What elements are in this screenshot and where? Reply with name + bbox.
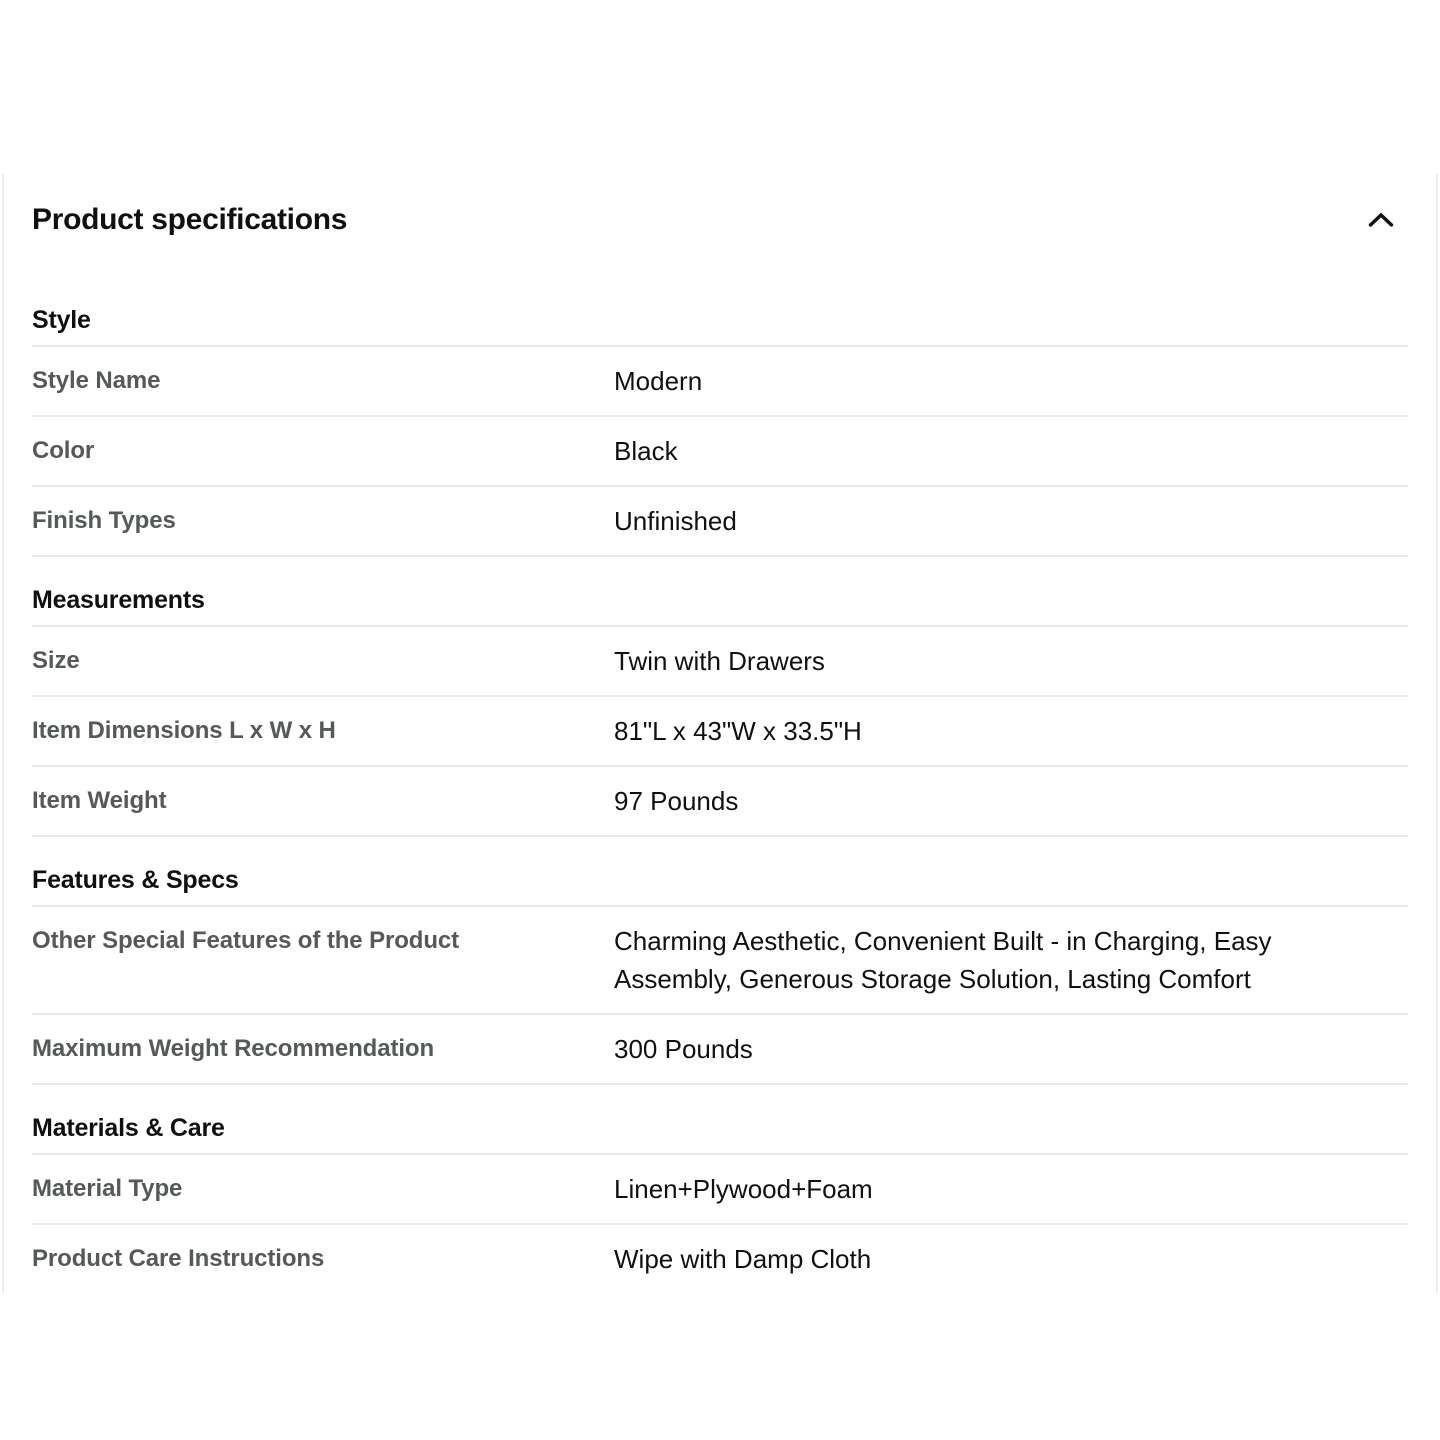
spec-row-item-dimensions xyxy=(32,697,1408,767)
spec-row-color xyxy=(32,417,1408,487)
spec-row-finish-types xyxy=(32,487,1408,557)
spec-value: Wipe with Damp Cloth xyxy=(614,1244,872,1274)
spec-value: 300 Pounds xyxy=(614,1034,753,1064)
spec-label: Material Type xyxy=(32,1175,183,1202)
section-header-materials-care: Materials & Care xyxy=(32,1085,1408,1155)
spec-row-max-weight-recommendation xyxy=(32,1015,1408,1085)
spec-value: 97 Pounds xyxy=(614,786,739,816)
spec-value: 81"L x 43"W x 33.5"H xyxy=(614,716,862,746)
spec-table xyxy=(4,277,1436,1293)
spec-row-other-special-features xyxy=(32,907,1408,1015)
chevron-up-icon-svg xyxy=(1368,212,1394,228)
spec-label: Product Care Instructions xyxy=(32,1245,325,1272)
spec-row-style-name xyxy=(32,347,1408,417)
spec-row-size xyxy=(32,627,1408,697)
panel-title: Product specifications xyxy=(32,203,348,236)
spec-value: Black xyxy=(614,436,678,466)
section-header-style: Style xyxy=(32,277,1408,347)
spec-row-item-weight xyxy=(32,767,1408,837)
spec-label: Other Special Features of the Product xyxy=(32,927,460,954)
spec-label: Color xyxy=(32,437,95,464)
spec-label: Finish Types xyxy=(32,507,176,534)
spec-label: Style Name xyxy=(32,367,161,394)
section-header-measurements: Measurements xyxy=(32,557,1408,627)
spec-label: Size xyxy=(32,647,80,674)
spec-value: Unfinished xyxy=(614,506,737,536)
spec-row-material-type xyxy=(32,1155,1408,1225)
spec-label: Maximum Weight Recommendation xyxy=(32,1035,435,1062)
spec-value: Modern xyxy=(614,366,703,396)
spec-value: Twin with Drawers xyxy=(614,646,825,676)
spec-row-product-care-instructions xyxy=(32,1225,1408,1293)
panel-header-toggle[interactable] xyxy=(4,174,1436,240)
spec-value: Linen+Plywood+Foam xyxy=(614,1174,873,1204)
spec-label: Item Dimensions L x W x H xyxy=(32,717,336,744)
chevron-up-icon[interactable] xyxy=(1368,212,1394,228)
spec-value: Charming Aesthetic, Convenient Built - in Charging, Easy Assembly, Generous Storage Solution, Lasting Comfort xyxy=(614,926,1272,994)
product-specifications-panel xyxy=(2,174,1438,1293)
spec-label: Item Weight xyxy=(32,787,167,814)
section-header-features-specs: Features & Specs xyxy=(32,837,1408,907)
